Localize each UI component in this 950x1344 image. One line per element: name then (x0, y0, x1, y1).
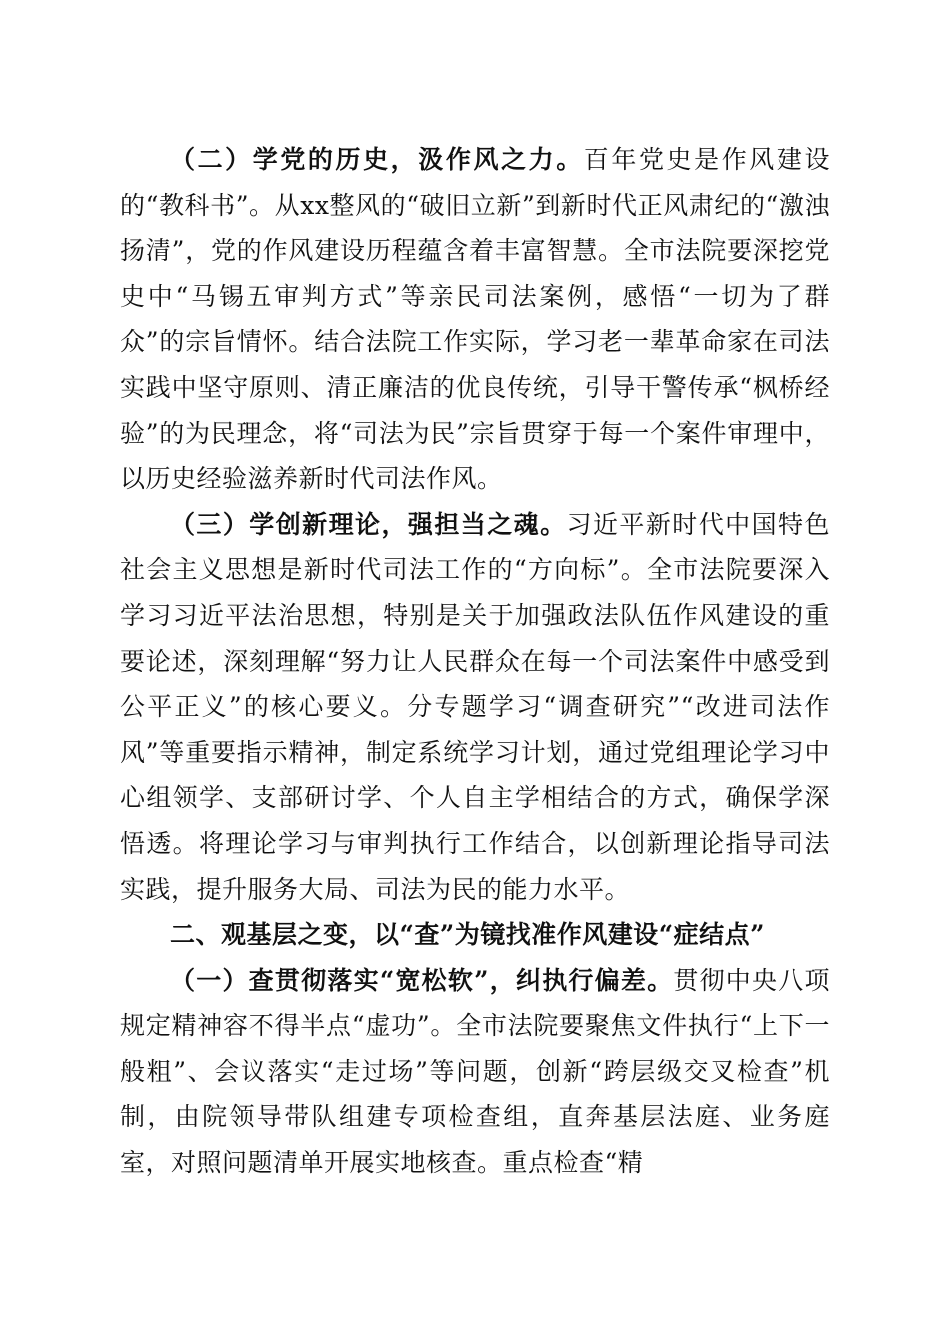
paragraph-body: 百年党史是作风建设的“教科书”。从xx整风的“破旧立新”到新时代正风肃纪的“激浊扬清”，党的作风建设历程蕴含着丰富智慧。全市法院要深挖党史中“马锡五审判方式”等亲民司法案例，感悟“一切为了群众”的宗旨情怀。结合法院工作实际，学习老一辈革命家在司法实践中坚守原则、清正廉洁的优良传统，引导干警传承“枫桥经验”的为民理念，将“司法为民”宗旨贯穿于每一个案件审理中，以历史经验滋养新时代司法作风。 (120, 145, 830, 494)
paragraph-lead: （三）学创新理论，强担当之魂。 (170, 509, 567, 539)
paragraph-body: 习近平新时代中国特色社会主义思想是新时代司法工作的“方向标”。全市法院要深入学习习近平法治思想，特别是关于加强政法队伍作风建设的重要论述，深刻理解“努力让人民群众在每一个司法案件中感受到公平正义”的核心要义。分专题学习“调查研究”“改进司法作风”等重要指示精神，制定系统学习计划，通过党组理论学习中心组领学、支部研讨学、个人自主学相结合的方式，确保学深悟透。将理论学习与审判执行工作结合，以创新理论指导司法实践，提升服务大局、司法为民的能力水平。 (120, 509, 830, 904)
paragraph-lead: （一）查贯彻落实“宽松软”，纠执行偏差。 (170, 965, 674, 995)
paragraph-lead: （二）学党的历史，汲作风之力。 (170, 145, 584, 174)
document-body (120, 137, 830, 1186)
paragraph-check-implementation (120, 958, 830, 1186)
section-heading: 二、观基层之变，以“查”为镜找准作风建设“症结点” (170, 920, 766, 950)
paragraph-study-new-theory (120, 502, 830, 912)
paragraph-study-party-history (120, 137, 830, 502)
paragraph-body: 贯彻中央八项规定精神容不得半点“虚功”。全市法院要聚焦文件执行“上下一般粗”、会议落实“走过场”等问题，创新“跨层级交叉检查”机制，由院领导带队组建专项检查组，直奔基层法庭、业务庭室，对照问题清单开展实地核查。重点检查“精 (120, 965, 830, 1178)
